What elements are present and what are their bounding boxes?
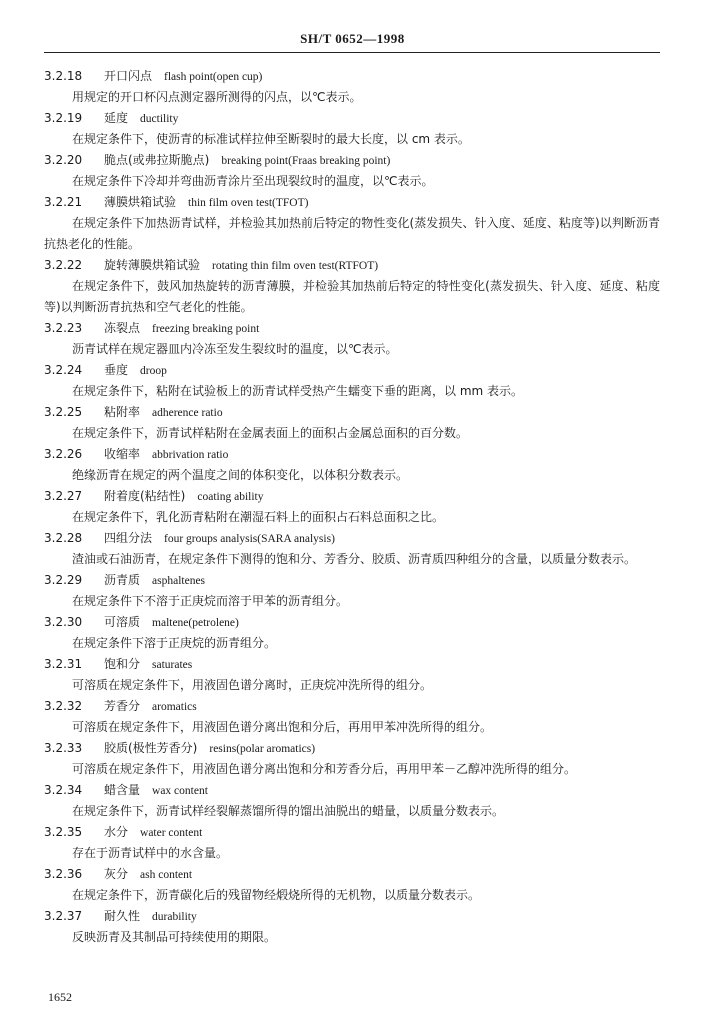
definition-entry xyxy=(44,444,660,486)
term-english: flash point(open cup) xyxy=(164,71,263,83)
clause-number: 3.2.25 xyxy=(44,405,83,419)
term-line xyxy=(44,738,660,759)
definition-text: 沥青试样在规定器皿内冷冻至发生裂纹时的温度，以℃表示。 xyxy=(72,342,398,356)
definition-entry xyxy=(44,780,660,822)
term-chinese: 收缩率 xyxy=(104,447,141,461)
definitions-list xyxy=(44,66,660,948)
definition-entry xyxy=(44,360,660,402)
definition-text: 在规定条件下，沥青试样粘附在金属表面上的面积占金属总面积的百分数。 xyxy=(72,426,469,440)
term-line xyxy=(44,192,660,213)
term-chinese: 饱和分 xyxy=(104,657,141,671)
definition-text: 在规定条件下冷却并弯曲沥青涂片至出现裂纹时的温度，以℃表示。 xyxy=(72,174,434,188)
definition-text: 存在于沥青试样中的水含量。 xyxy=(72,846,229,860)
clause-number: 3.2.23 xyxy=(44,321,83,335)
definition-text: 在规定条件下，使沥青的标准试样拉伸至断裂时的最大长度，以 cm 表示。 xyxy=(72,132,470,146)
clause-number: 3.2.20 xyxy=(44,153,83,167)
term-line xyxy=(44,444,660,465)
term-english: saturates xyxy=(152,659,193,671)
clause-number: 3.2.22 xyxy=(44,258,83,272)
definition-text: 可溶质在规定条件下，用液固色谱分离时，正庚烷冲洗所得的组分。 xyxy=(72,678,433,692)
definition-entry xyxy=(44,864,660,906)
definition-text: 渣油或石油沥青，在规定条件下测得的饱和分、芳香分、胶质、沥青质四种组分的含量，以质量分数表示。 xyxy=(72,552,637,566)
term-line xyxy=(44,612,660,633)
clause-number: 3.2.32 xyxy=(44,699,83,713)
term-english: aromatics xyxy=(152,701,197,713)
term-chinese: 耐久性 xyxy=(104,909,141,923)
term-chinese: 胶质(极性芳香分) xyxy=(104,741,198,755)
term-chinese: 粘附率 xyxy=(104,405,141,419)
term-chinese: 芳香分 xyxy=(104,699,141,713)
definition-text: 在规定条件下，鼓风加热旋转的沥青薄膜，并检验其加热前后特定的特性变化(蒸发损失、针入度、延度、粘度等)以判断沥青抗热和空气老化的性能。 xyxy=(44,279,660,314)
term-english: wax content xyxy=(152,785,208,797)
term-chinese: 沥青质 xyxy=(104,573,141,587)
term-line xyxy=(44,255,660,276)
term-english: droop xyxy=(140,365,167,377)
term-chinese: 旋转薄膜烘箱试验 xyxy=(104,258,201,272)
clause-number: 3.2.27 xyxy=(44,489,83,503)
definition-text: 可溶质在规定条件下，用液固色谱分离出饱和分和芳香分后，再用甲苯－乙醇冲洗所得的组分。 xyxy=(72,762,577,776)
term-line xyxy=(44,486,660,507)
definition-entry xyxy=(44,570,660,612)
definition-text: 在规定条件下溶于正庚烷的沥青组分。 xyxy=(72,636,277,650)
definition-text: 在规定条件下，粘附在试验板上的沥青试样受热产生蠕变下垂的距离，以 mm 表示。 xyxy=(72,384,524,398)
term-line xyxy=(44,822,660,843)
clause-number: 3.2.24 xyxy=(44,363,83,377)
term-line xyxy=(44,654,660,675)
term-chinese: 脆点(或弗拉斯脆点) xyxy=(104,153,210,167)
term-line xyxy=(44,528,660,549)
term-line xyxy=(44,108,660,129)
definition-entry xyxy=(44,822,660,864)
clause-number: 3.2.31 xyxy=(44,657,83,671)
term-english: resins(polar aromatics) xyxy=(209,743,316,755)
term-chinese: 冻裂点 xyxy=(104,321,141,335)
term-english: rotating thin film oven test(RTFOT) xyxy=(212,260,379,272)
term-english: thin film oven test(TFOT) xyxy=(188,197,309,209)
term-chinese: 四组分法 xyxy=(104,531,153,545)
definition-text: 用规定的开口杯闪点测定器所测得的闪点，以℃表示。 xyxy=(72,90,362,104)
clause-number: 3.2.35 xyxy=(44,825,83,839)
clause-number: 3.2.29 xyxy=(44,573,83,587)
term-english: ductility xyxy=(140,113,179,125)
term-english: freezing breaking point xyxy=(152,323,260,335)
term-line xyxy=(44,360,660,381)
page-number: 1652 xyxy=(48,990,72,1004)
term-chinese: 灰分 xyxy=(104,867,129,881)
clause-number: 3.2.28 xyxy=(44,531,83,545)
header-rule xyxy=(44,52,660,53)
definition-entry xyxy=(44,738,660,780)
term-line xyxy=(44,696,660,717)
definition-text: 可溶质在规定条件下，用液固色谱分离出饱和分后，再用甲苯冲洗所得的组分。 xyxy=(72,720,493,734)
definition-text: 在规定条件下，乳化沥青粘附在潮湿石料上的面积占石料总面积之比。 xyxy=(72,510,445,524)
term-english: maltene(petrolene) xyxy=(152,617,239,629)
term-english: water content xyxy=(140,827,203,839)
term-chinese: 垂度 xyxy=(104,363,129,377)
definition-entry xyxy=(44,255,660,318)
term-chinese: 开口闪点 xyxy=(104,69,153,83)
definition-entry xyxy=(44,192,660,255)
term-chinese: 延度 xyxy=(104,111,129,125)
definition-entry xyxy=(44,402,660,444)
clause-number: 3.2.37 xyxy=(44,909,83,923)
clause-number: 3.2.36 xyxy=(44,867,83,881)
definition-text: 在规定条件下，沥青试样经裂解蒸馏所得的馏出油脱出的蜡量，以质量分数表示。 xyxy=(72,804,505,818)
clause-number: 3.2.18 xyxy=(44,69,83,83)
term-line xyxy=(44,402,660,423)
definition-entry xyxy=(44,150,660,192)
clause-number: 3.2.30 xyxy=(44,615,83,629)
definition-entry xyxy=(44,108,660,150)
clause-number: 3.2.33 xyxy=(44,741,83,755)
term-english: durability xyxy=(152,911,197,923)
definition-entry xyxy=(44,654,660,696)
term-line xyxy=(44,318,660,339)
term-line xyxy=(44,864,660,885)
clause-number: 3.2.26 xyxy=(44,447,83,461)
term-english: abbrivation ratio xyxy=(152,449,229,461)
definition-text: 在规定条件下加热沥青试样，并检验其加热前后特定的物性变化(蒸发损失、针入度、延度、粘度等)以判断沥青抗热老化的性能。 xyxy=(44,216,660,251)
term-english: adherence ratio xyxy=(152,407,223,419)
term-english: coating ability xyxy=(197,491,264,503)
term-line xyxy=(44,780,660,801)
term-line xyxy=(44,570,660,591)
clause-number: 3.2.19 xyxy=(44,111,83,125)
definition-entry xyxy=(44,696,660,738)
term-line xyxy=(44,906,660,927)
term-english: breaking point(Fraas breaking point) xyxy=(221,155,391,167)
clause-number: 3.2.34 xyxy=(44,783,83,797)
term-chinese: 蜡含量 xyxy=(104,783,141,797)
term-chinese: 附着度(粘结性) xyxy=(104,489,186,503)
page-header: SH/T 0652—1998 xyxy=(300,31,405,46)
definition-entry xyxy=(44,528,660,570)
definition-text: 绝缘沥青在规定的两个温度之间的体积变化，以体积分数表示。 xyxy=(72,468,409,482)
term-line xyxy=(44,150,660,171)
definition-entry xyxy=(44,318,660,360)
definition-entry xyxy=(44,66,660,108)
term-english: ash content xyxy=(140,869,193,881)
definition-text: 反映沥青及其制品可持续使用的期限。 xyxy=(72,930,277,944)
term-chinese: 水分 xyxy=(104,825,129,839)
definition-entry xyxy=(44,612,660,654)
definition-entry xyxy=(44,486,660,528)
term-chinese: 可溶质 xyxy=(104,615,141,629)
term-chinese: 薄膜烘箱试验 xyxy=(104,195,177,209)
definition-entry xyxy=(44,906,660,948)
term-line xyxy=(44,66,660,87)
definition-text: 在规定条件下不溶于正庚烷而溶于甲苯的沥青组分。 xyxy=(72,594,349,608)
term-english: four groups analysis(SARA analysis) xyxy=(164,533,335,545)
clause-number: 3.2.21 xyxy=(44,195,83,209)
term-english: asphaltenes xyxy=(152,575,206,587)
definition-text: 在规定条件下，沥青碳化后的残留物经煅烧所得的无机物，以质量分数表示。 xyxy=(72,888,481,902)
